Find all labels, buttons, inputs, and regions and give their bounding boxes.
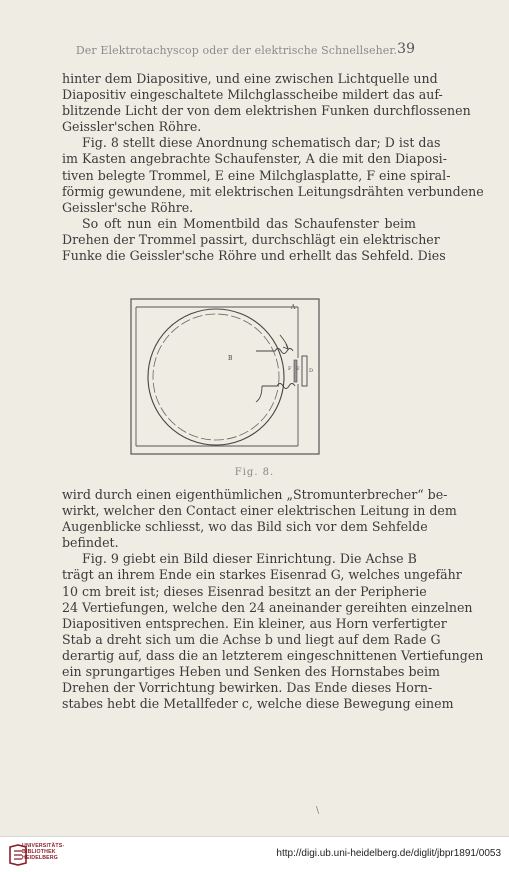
text-line: Fig. 8 stellt diese Anordnung schematisch dar; D ist das xyxy=(82,135,441,151)
text-line: Funke die Geissler'sche Röhre und erhellt das Sehfeld. Dies xyxy=(62,248,446,264)
library-logo-text: UNIVERSITÄTS- BIBLIOTHEK HEIDELBERG xyxy=(22,843,65,861)
text-line: 24 Vertiefungen, welche den 24 aneinander gereihten einzelnen xyxy=(62,599,473,615)
paragraph-bottom xyxy=(62,487,484,712)
text-line: hinter dem Diapositive, und eine zwischen Lichtquelle und xyxy=(62,71,438,86)
text-line: trägt an ihrem Ende ein starkes Eisenrad G, welches ungefähr xyxy=(62,567,462,583)
shop-window xyxy=(302,356,307,386)
label-f: F xyxy=(288,366,292,372)
text-line: Geissler'sche Röhre. xyxy=(62,199,194,215)
permalink-url[interactable]: http://digi.ub.uni-heidelberg.de/diglit/jbpr1891/0053 xyxy=(276,848,501,859)
text-line: im Kasten angebrachte Schaufenster, A die mit den Diaposi- xyxy=(62,151,447,167)
ink-mark: \ xyxy=(316,806,320,816)
text-line: Diapositiven entsprechen. Ein kleiner, aus Horn verfertigter xyxy=(62,615,447,631)
text-line: Fig. 9 giebt ein Bild dieser Einrichtung. Die Achse B xyxy=(82,551,417,567)
figure-8-svg xyxy=(130,298,322,456)
lead-wire-lower xyxy=(256,386,262,402)
outer-box xyxy=(131,299,319,454)
text-line: stabes hebt die Metallfeder c, welche diese Bewegung einem xyxy=(62,696,454,712)
text-line: förmig gewundene, mit elektrischen Leitungsdrähten verbundene xyxy=(62,183,484,199)
text-line: Augenblicke schliesst, wo das Bild sich vor dem Sehfelde xyxy=(62,519,428,535)
text-line: Stab a dreht sich um die Achse b und liegt auf dem Rade G xyxy=(62,631,441,647)
label-e: E xyxy=(296,366,300,372)
label-d: D xyxy=(309,368,314,374)
page-number: 39 xyxy=(397,41,415,57)
text-line: tiven belegte Trommel, E eine Milchglasplatte, F eine spiral- xyxy=(62,167,451,183)
text-line: derartig auf, dass die an letzterem eingeschnittenen Vertiefungen xyxy=(62,647,484,663)
viewer-footer xyxy=(0,836,509,872)
text-line: wirkt, welcher den Contact einer elektrischen Leitung in dem xyxy=(62,503,457,519)
running-title: Der Elektrotachyscop oder der elektrische Schnellseher. xyxy=(75,44,398,57)
text-line: 10 cm breit ist; dieses Eisenrad besitzt an der Peripherie xyxy=(62,583,427,599)
arrow-head xyxy=(283,344,288,349)
text-line: So oft nun ein Momentbild das Schaufenster beim xyxy=(82,215,416,231)
text-line: blitzende Licht der von dem elektrishen Funken durchflossenen xyxy=(62,103,471,119)
figure-8-diagram xyxy=(130,298,322,456)
figure-caption: Fig. 8. xyxy=(234,467,275,478)
drum-outer-circle xyxy=(148,309,284,445)
text-line: wird durch einen eigenthümlichen „Stromunterbrecher“ be- xyxy=(62,487,448,502)
paragraph-top xyxy=(62,71,484,264)
text-line: Diapositiv eingeschaltete Milchglasscheibe mildert das auf- xyxy=(62,87,443,103)
text-line: Drehen der Trommel passirt, durchschlägt ein elektrischer xyxy=(62,231,440,247)
label-a: A xyxy=(291,304,296,311)
text-line: Drehen der Vorrichtung bewirken. Das Ende dieses Horn- xyxy=(62,680,433,696)
drum-inner-circle xyxy=(153,314,279,440)
label-b: B xyxy=(228,355,233,362)
text-line: ein sprungartiges Heben und Senken des Hornstabes beim xyxy=(62,664,440,680)
text-line: befindet. xyxy=(62,535,119,551)
text-line: Geissler'schen Röhre. xyxy=(62,119,202,135)
